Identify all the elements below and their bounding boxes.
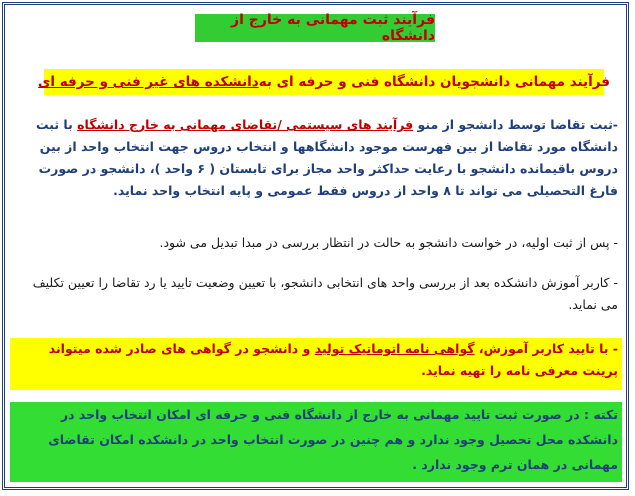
subtitle-part2: دانشکده های غیر فنی و حرفه ای <box>38 74 259 90</box>
step-faculty-review <box>10 272 622 320</box>
note-text: تکته : در صورت ثبت تایید مهمانی به خارج از دانشگاه فنی و حرفه ای امکان انتخاب واحد در دانشکده محل تحصیل وجود ندارد و هم چنین در صورت انتخاب واحد در دانشکده امکان تقاضای مهمانی در همان ترم وجود ندارد . <box>48 407 618 472</box>
section-subtitle <box>38 69 610 95</box>
step-certificate <box>10 338 622 390</box>
step4-text-a: - با تایید کاربر آموزش، <box>474 341 618 356</box>
step-register-request <box>10 114 622 218</box>
auto-certificate-text: گواهی نامه اتوماتیک تولید <box>314 341 475 356</box>
step1-text-a: -ثبت تقاضا توسط دانشجو از منو <box>413 117 618 132</box>
subtitle-part1: فرآیند مهمانی دانشجویان دانشگاه فنی و حرفه ای به <box>258 74 610 90</box>
step2-text: - پس از ثبت اولیه، در خواست دانشجو به حالت در انتظار بررسی در مبدا تبدیل می شود. <box>159 235 618 250</box>
step3-text: - کاربر آموزش دانشکده بعد از بررسی واحد های انتخابی دانشجو، با تعیین وضعیت تایید یا رد تقاضا را تعیین تکلیف می نماید. <box>32 275 618 312</box>
step4-text-c: و دانشجو در گواهی های صادر شده میتواند پرینت معرفی نامه را تهیه نماید. <box>48 341 618 378</box>
step-pending-review <box>10 232 622 256</box>
page-title-text: فرآیند ثبت مهمانی به خارج از دانشگاه <box>231 12 435 44</box>
page-title <box>195 14 435 42</box>
system-process-menu-link: فرآیند های سیستمی /تقاضای مهمانی به خارج دانشگاه <box>77 117 414 132</box>
note-box <box>10 402 622 482</box>
step1-text-c: با ثبت دانشگاه مورد تقاضا از بین فهرست موجود دانشگاهها و انتخاب دروس جهت انتخاب واحد از بین دروس باقیمانده دانشجو با رعایت حداکثر واحد مجاز برای تابستان ( ۶ واحد )، دانشجو در صورت فارغ التحصیلی می تواند تا ۸ واحد از دروس فقط عمومی و پایه انتخاب واحد نماید. <box>36 117 618 198</box>
